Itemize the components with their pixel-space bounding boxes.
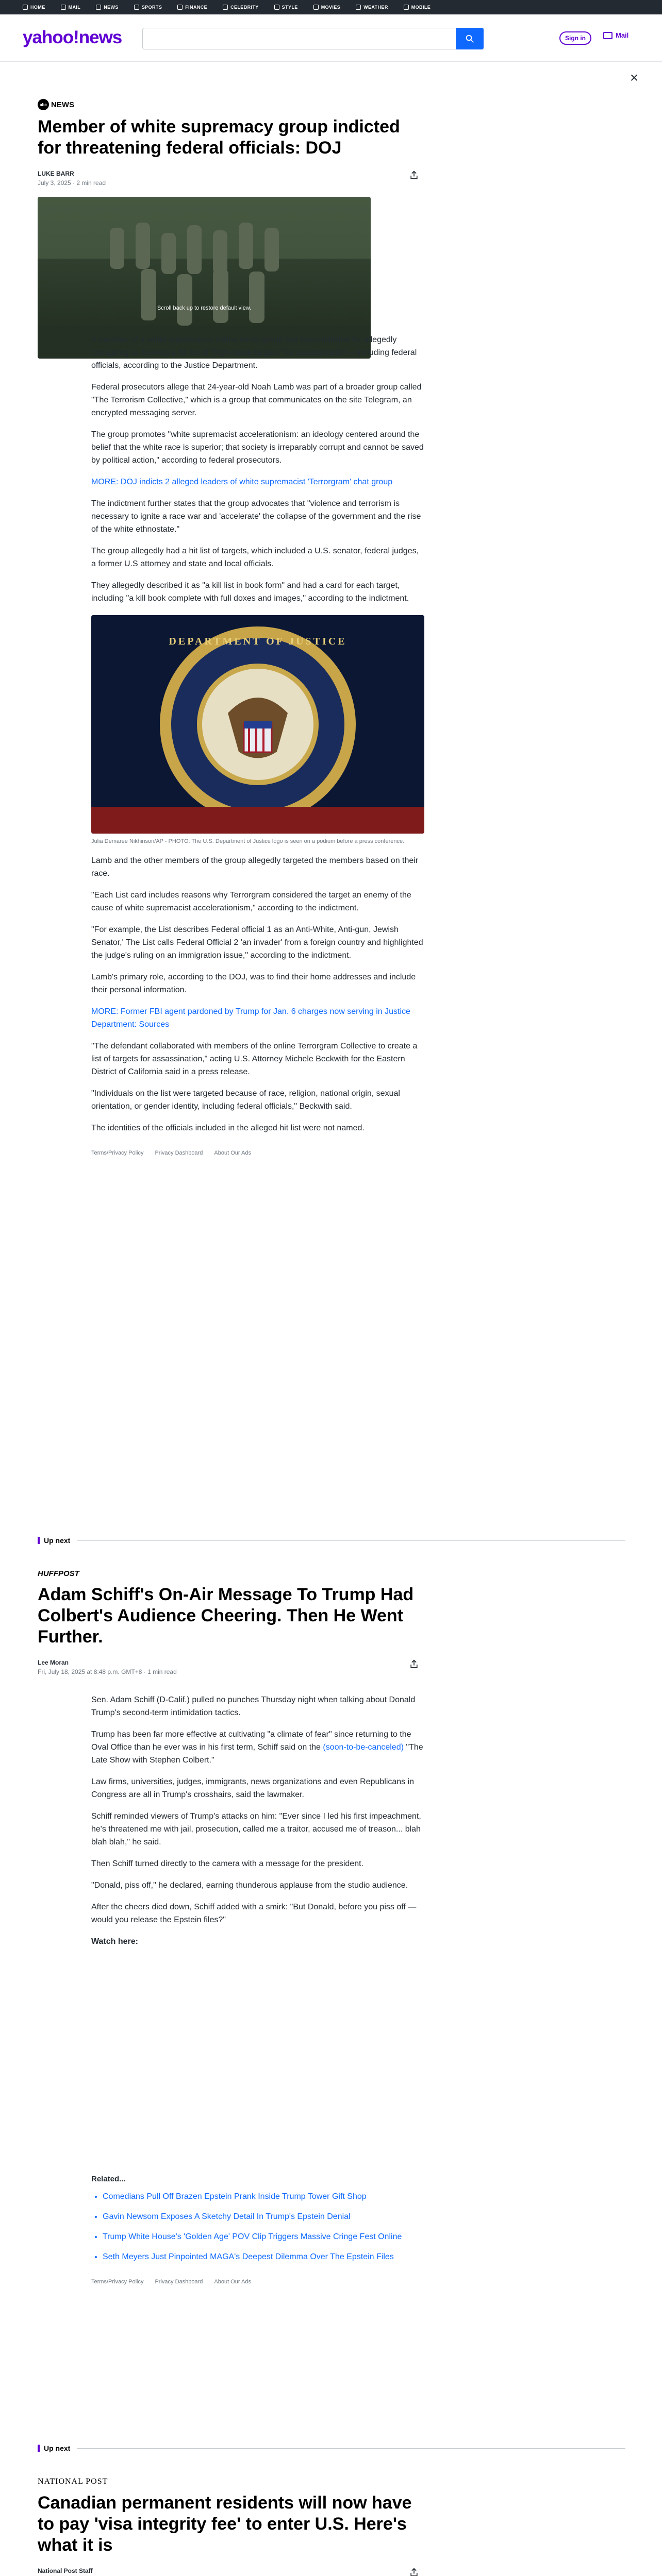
- nav-label: HOME: [30, 5, 45, 10]
- paragraph-text: Trump has been far more effective at cultivating "a climate of fear" since returning to the Oval Office than he ever was in his first term, Schiff said on the: [91, 1730, 411, 1752]
- seal-graphic: [91, 615, 424, 834]
- privacy-dashboard-link[interactable]: Privacy Dashboard: [155, 2279, 203, 2285]
- nav-label: FINANCE: [185, 5, 208, 10]
- paragraph: "For example, the List describes Federal official 1 as an Anti-White, Anti-gun, Jewish Senator,' The List calls Federal Official 2 'an invader' from a foreign country and highlighted the judge's ruling on an immigration issue," according to the indictment.: [91, 925, 423, 960]
- paragraph: A member of a white supremacist online terror group has been indicted for allegedly conspiring to develop a hit list of "high-value targets" for assassination -- including federal officials, according to the Justice Department.: [91, 335, 417, 370]
- up-next-label: Up next: [44, 1536, 71, 1545]
- up-next-divider: [38, 1535, 625, 1546]
- header: [0, 14, 662, 62]
- terms-link[interactable]: Terms/Privacy Policy: [91, 2279, 144, 2285]
- nav-label: SPORTS: [141, 5, 162, 10]
- up-next-label: Up next: [44, 2444, 71, 2452]
- abc-logo-icon: abc: [38, 99, 49, 110]
- related-link[interactable]: Trump White House's 'Golden Age' POV Clip Triggers Massive Cringe Fest Online: [103, 2232, 402, 2241]
- publisher-logo: [38, 2477, 424, 2486]
- mail-button[interactable]: [603, 31, 628, 39]
- related-title: Related...: [91, 2175, 126, 2183]
- close-icon[interactable]: ×: [630, 70, 639, 86]
- paragraph: Law firms, universities, judges, immigrants, news organizations and even Republicans in Congress are all in Trump's crosshairs, said the lawmaker.: [91, 1777, 415, 1799]
- embed-placeholder: [91, 1948, 424, 2159]
- nav-item-movies[interactable]: [313, 5, 340, 10]
- publisher-logo: [38, 99, 424, 110]
- search-icon: [465, 34, 474, 43]
- paragraph: The identities of the officials included in the alleged hit list were not named.: [91, 1124, 365, 1132]
- related-link[interactable]: MORE: DOJ indicts 2 alleged leaders of white supremacist 'Terrorgram' chat group: [91, 478, 393, 486]
- related-link[interactable]: Gavin Newsom Exposes A Sketchy Detail In Trump's Epstein Denial: [103, 2212, 351, 2221]
- article-2-body: [91, 1685, 424, 2285]
- nav-label: NEWS: [104, 5, 119, 10]
- video-overlay-text: Scroll back up to restore default view.: [157, 305, 252, 311]
- related-section: [91, 2175, 424, 2263]
- about-ads-link[interactable]: About Our Ads: [214, 1150, 251, 1156]
- related-item[interactable]: [103, 2191, 424, 2203]
- up-next-bar: [38, 2445, 40, 2452]
- nav-label: STYLE: [282, 5, 298, 10]
- article-title: Adam Schiff's On-Air Message To Trump Had Colbert's Audience Cheering. Then He Went Further.: [38, 1585, 414, 1647]
- publisher-name: NATIONAL POST: [38, 2477, 108, 2486]
- nav-item-news[interactable]: [96, 5, 119, 10]
- footer-links: [91, 1150, 424, 1156]
- author-name[interactable]: National Post Staff: [38, 2567, 93, 2574]
- nav-item-home[interactable]: [23, 5, 45, 10]
- nav-item-mobile[interactable]: [404, 5, 431, 10]
- share-icon[interactable]: [409, 2567, 419, 2576]
- paragraph: Lamb and the other members of the group allegedly targeted the members based on their race.: [91, 856, 419, 878]
- publisher-name: NEWS: [51, 100, 74, 109]
- paragraph: Federal prosecutors allege that 24-year-old Noah Lamb was part of a broader group called "The Terrorism Collective," which is a group that communicates on the site Telegram, an encrypted messaging server.: [91, 383, 422, 417]
- related-link[interactable]: Comedians Pull Off Brazen Epstein Prank Inside Trump Tower Gift Shop: [103, 2192, 367, 2201]
- paragraph-text: "The Late Show with Stephen Colbert.": [91, 1743, 423, 1765]
- home-icon: [23, 5, 28, 10]
- paragraph: Lamb's primary role, according to the DOJ, was to find their home addresses and include their personal information.: [91, 973, 416, 994]
- article-title: Member of white supremacy group indicted for threatening federal officials: DOJ: [38, 117, 400, 158]
- yahoo-news-logo[interactable]: yahoo!news: [23, 27, 122, 47]
- mail-icon: [603, 32, 613, 39]
- nav-item-weather[interactable]: [356, 5, 388, 10]
- nav-item-celebrity[interactable]: [223, 5, 259, 10]
- nav-item-sports[interactable]: [134, 5, 162, 10]
- sign-in-button[interactable]: Sign in: [559, 31, 591, 45]
- doj-seal-image: [91, 615, 424, 834]
- paragraph: The group allegedly had a hit list of targets, which included a U.S. senator, federal judges, a former U.S attorney and state and local officials.: [91, 547, 419, 568]
- paragraph: The group promotes "white supremacist accelerationism: an ideology centered around the belief that the white race is superior; that society is irreparably corrupt and cannot be saved by political action," according to federal prosecutors.: [91, 430, 424, 465]
- watch-here-label: Watch here:: [91, 1937, 138, 1946]
- article-title: Canadian permanent residents will now have to pay 'visa integrity fee' to enter U.S. Here's what it is: [38, 2493, 412, 2555]
- seal-text: DEPARTMENT OF JUSTICE: [169, 636, 347, 647]
- nav-label: MOVIES: [321, 5, 341, 10]
- search-button[interactable]: [456, 28, 484, 49]
- article-meta: July 3, 2025 · 2 min read: [38, 179, 106, 187]
- nav-label: WEATHER: [363, 5, 388, 10]
- article-3: [38, 2477, 424, 2576]
- related-link[interactable]: Seth Meyers Just Pinpointed MAGA's Deepest Dilemma Over The Epstein Files: [103, 2252, 394, 2261]
- publisher-name: HUFFPOST: [38, 1569, 79, 1578]
- paragraph: "Donald, piss off," he declared, earning thunderous applause from the studio audience.: [91, 1881, 408, 1890]
- paragraph: "The defendant collaborated with members of the online Terrorgram Collective to create a list of targets for assassination," acting U.S. Attorney Michele Beckwith for the Eastern District of California said in a press release.: [91, 1042, 418, 1076]
- terms-link[interactable]: Terms/Privacy Policy: [91, 1150, 144, 1156]
- paragraph: Sen. Adam Schiff (D-Calif.) pulled no punches Thursday night when talking about Donald Trump's second-term intimidation tactics.: [91, 1696, 416, 1717]
- divider-rule: [77, 1540, 625, 1541]
- weather-icon: [356, 5, 361, 10]
- mail-label: Mail: [616, 31, 629, 39]
- related-item[interactable]: [103, 2231, 424, 2243]
- nav-item-finance[interactable]: [177, 5, 207, 10]
- inline-link[interactable]: (soon-to-be-canceled): [323, 1743, 404, 1752]
- paragraph: Schiff reminded viewers of Trump's attacks on him: "Ever since I led his first impeachment, he's threatened me with jail, prosecution, called me a traitor, accused me of treason... blah blah blah," he said.: [91, 1812, 421, 1846]
- search-input[interactable]: [142, 28, 484, 49]
- related-item[interactable]: [103, 2251, 424, 2263]
- about-ads-link[interactable]: About Our Ads: [214, 2279, 251, 2285]
- paragraph: Then Schiff turned directly to the camera with a message for the president.: [91, 1859, 363, 1868]
- divider-rule: [77, 2448, 625, 2449]
- finance-icon: [177, 5, 183, 10]
- footer-links: [91, 2279, 424, 2285]
- nav-label: CELEBRITY: [230, 5, 259, 10]
- article-meta: Fri, July 18, 2025 at 8:48 p.m. GMT+8 · 1 min read: [38, 1668, 177, 1675]
- related-item[interactable]: [103, 2211, 424, 2223]
- paragraph: [91, 1728, 424, 1767]
- image-caption: Julia Demaree Nikhinson/AP - PHOTO: The U.S. Department of Justice logo is seen on a podium before a press conference.: [91, 838, 405, 844]
- celebrity-icon: [223, 5, 228, 10]
- nav-label: MAIL: [68, 5, 81, 10]
- nav-item-style[interactable]: [274, 5, 298, 10]
- mobile-icon: [404, 5, 409, 10]
- article-2: [38, 1569, 424, 1675]
- top-nav: [0, 0, 662, 14]
- related-link[interactable]: MORE: Former FBI agent pardoned by Trump for Jan. 6 charges now serving in Justice Department: Sources: [91, 1007, 410, 1029]
- author-name[interactable]: LUKE BARR: [38, 170, 74, 177]
- article-1-body: [91, 325, 424, 1156]
- mail-icon: [61, 5, 66, 10]
- author-name[interactable]: Lee Moran: [38, 1659, 69, 1666]
- share-icon[interactable]: [409, 1659, 419, 1669]
- nav-label: MOBILE: [411, 5, 431, 10]
- style-icon: [274, 5, 279, 10]
- nav-item-mail[interactable]: [61, 5, 81, 10]
- share-icon[interactable]: [409, 170, 419, 180]
- paragraph: "Each List card includes reasons why Terrorgram considered the target an enemy of the cause of white supremacist accelerationism," according to the indictment.: [91, 891, 411, 912]
- up-next-bar: [38, 1537, 40, 1544]
- movies-icon: [313, 5, 319, 10]
- publisher-logo: [38, 1569, 424, 1578]
- paragraph: The indictment further states that the group advocates that "violence and terrorism is necessary to ignite a race war and 'accelerate' the collapse of the government and the rise of the white ethnostate.": [91, 499, 421, 534]
- paragraph: "Individuals on the list were targeted because of race, religion, national origin, sexual orientation, or gender identity, including federal officials," Beckwith said.: [91, 1089, 400, 1111]
- paragraph: After the cheers died down, Schiff added with a smirk: "But Donald, before you piss off — would you release the Epstein files?": [91, 1903, 417, 1924]
- paragraph: They allegedly described it as "a kill list in book form" and had a card for each target, including "a kill book complete with full doxes and images," according to the indictment.: [91, 581, 409, 603]
- sports-icon: [134, 5, 139, 10]
- privacy-dashboard-link[interactable]: Privacy Dashboard: [155, 1150, 203, 1156]
- up-next-divider: [38, 2443, 625, 2453]
- article-1: [38, 99, 424, 359]
- news-icon: [96, 5, 101, 10]
